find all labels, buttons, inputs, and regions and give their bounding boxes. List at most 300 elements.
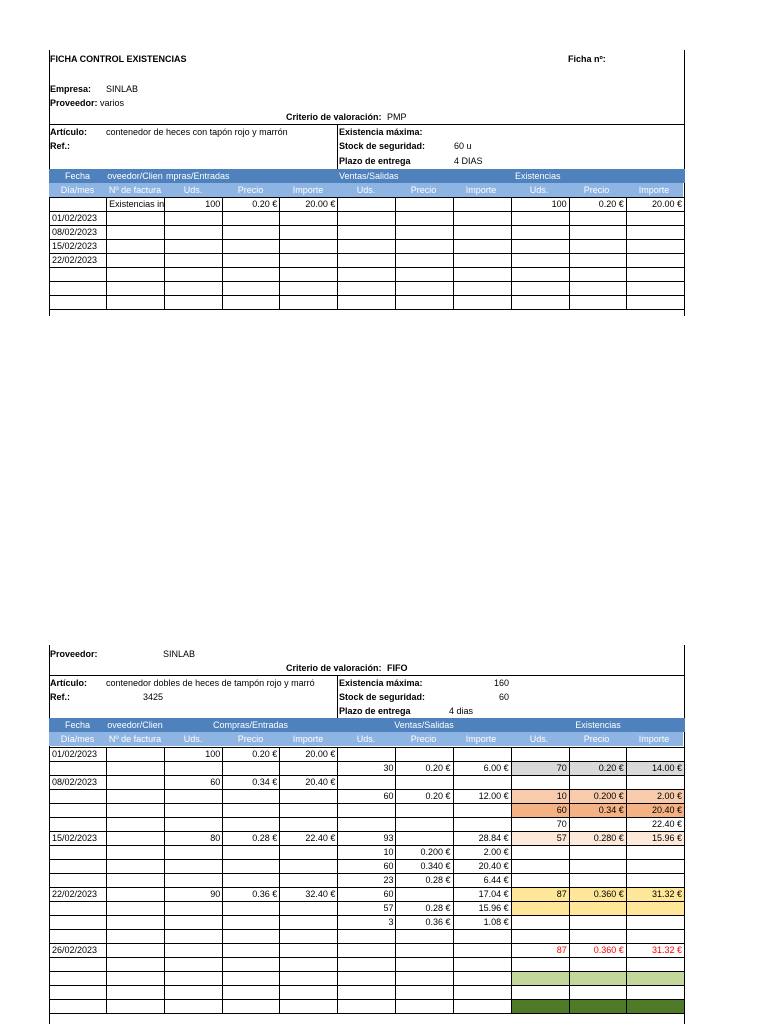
cell-ventas-uds[interactable]: 60	[338, 790, 396, 804]
cell-existencias-importe[interactable]	[626, 860, 684, 874]
cell-factura[interactable]	[107, 212, 165, 226]
header-fecha: Fecha	[49, 718, 106, 732]
cell-compras-importe[interactable]	[280, 902, 338, 916]
cell-ventas-precio[interactable]	[396, 226, 453, 240]
cell-factura[interactable]	[107, 944, 165, 958]
cell-compras-precio[interactable]	[223, 958, 280, 972]
cell-existencias-uds[interactable]: 87	[511, 888, 569, 902]
cell-ventas-precio[interactable]	[396, 972, 453, 986]
cell-fecha[interactable]	[50, 282, 107, 296]
cell-compras-precio[interactable]	[223, 254, 280, 268]
cell-compras-uds[interactable]	[165, 846, 223, 860]
cell-ventas-importe[interactable]	[453, 804, 511, 818]
cell-existencias-precio[interactable]	[569, 212, 626, 226]
cell-existencias-precio[interactable]: 0.280 €	[569, 832, 626, 846]
cell-compras-importe[interactable]	[280, 268, 338, 282]
cell-fecha[interactable]	[50, 1000, 107, 1014]
cell-compras-precio[interactable]: 0.20 €	[223, 198, 280, 212]
cell-existencias-importe[interactable]	[626, 240, 684, 254]
cell-factura[interactable]	[107, 972, 165, 986]
cell-ventas-precio[interactable]	[396, 296, 453, 310]
cell-existencias-uds[interactable]	[511, 860, 569, 874]
cell-existencias-importe[interactable]: 2.00 €	[626, 790, 684, 804]
cell-factura[interactable]	[107, 804, 165, 818]
cell-fecha[interactable]	[50, 762, 107, 776]
cell-ventas-uds[interactable]	[338, 930, 396, 944]
cell-compras-uds[interactable]	[165, 226, 223, 240]
cell-existencias-precio[interactable]	[569, 240, 626, 254]
cell-existencias-importe[interactable]	[626, 986, 684, 1000]
cell-ventas-precio[interactable]	[396, 818, 453, 832]
cell-compras-precio[interactable]: 0.36 €	[223, 888, 280, 902]
cell-existencias-uds[interactable]: 57	[511, 832, 569, 846]
cell-compras-uds[interactable]: 60	[165, 776, 223, 790]
cell-fecha[interactable]: 22/02/2023	[50, 254, 107, 268]
cell-ventas-uds[interactable]	[338, 972, 396, 986]
cell-ventas-importe[interactable]	[453, 944, 511, 958]
cell-compras-precio[interactable]	[223, 902, 280, 916]
cell-ventas-importe[interactable]	[453, 282, 511, 296]
cell-existencias-precio[interactable]: 0.34 €	[569, 804, 626, 818]
cell-compras-importe[interactable]	[280, 790, 338, 804]
cell-ventas-precio[interactable]: 0.36 €	[396, 916, 453, 930]
cell-fecha[interactable]	[50, 902, 107, 916]
cell-ventas-uds[interactable]: 10	[338, 846, 396, 860]
cell-existencias-uds[interactable]	[511, 748, 569, 762]
cell-ventas-precio[interactable]: 0.340 €	[396, 860, 453, 874]
cell-existencias-uds[interactable]	[511, 1000, 569, 1014]
cell-compras-importe[interactable]	[280, 958, 338, 972]
cell-ventas-uds[interactable]: 93	[338, 832, 396, 846]
cell-ventas-precio[interactable]	[396, 958, 453, 972]
cell-existencias-importe[interactable]	[626, 902, 684, 916]
cell-fecha[interactable]	[50, 818, 107, 832]
cell-fecha[interactable]: 01/02/2023	[50, 212, 107, 226]
cell-factura[interactable]	[107, 860, 165, 874]
cell-ventas-importe[interactable]	[453, 1000, 511, 1014]
cell-existencias-precio[interactable]	[569, 818, 626, 832]
cell-existencias-precio[interactable]	[569, 860, 626, 874]
cell-existencias-uds[interactable]	[511, 972, 569, 986]
cell-compras-uds[interactable]	[165, 254, 223, 268]
subheader-existencias-uds: Uds.	[510, 732, 568, 746]
cell-compras-uds[interactable]	[165, 902, 223, 916]
cell-existencias-importe[interactable]	[626, 212, 684, 226]
cell-compras-importe[interactable]	[280, 986, 338, 1000]
cell-factura[interactable]	[107, 254, 165, 268]
cell-compras-importe[interactable]	[280, 818, 338, 832]
cell-compras-uds[interactable]	[165, 930, 223, 944]
cell-ventas-uds[interactable]	[338, 1000, 396, 1014]
cell-compras-importe[interactable]	[280, 762, 338, 776]
cell-existencias-precio[interactable]	[569, 986, 626, 1000]
cell-compras-uds[interactable]	[165, 986, 223, 1000]
cell-fecha[interactable]: 15/02/2023	[50, 832, 107, 846]
cell-existencias-uds[interactable]	[511, 226, 569, 240]
cell-fecha[interactable]	[50, 972, 107, 986]
cell-compras-importe[interactable]: 32.40 €	[280, 888, 338, 902]
cell-compras-uds[interactable]	[165, 972, 223, 986]
cell-compras-uds[interactable]	[165, 268, 223, 282]
cell-existencias-precio[interactable]: 0.200 €	[569, 790, 626, 804]
cell-ventas-uds[interactable]	[338, 958, 396, 972]
cell-ventas-precio[interactable]: 0.20 €	[396, 762, 453, 776]
cell-factura[interactable]	[107, 930, 165, 944]
cell-compras-importe[interactable]	[280, 846, 338, 860]
cell-existencias-precio[interactable]: 0.360 €	[569, 944, 626, 958]
cell-fecha[interactable]	[50, 916, 107, 930]
cell-compras-uds[interactable]	[165, 804, 223, 818]
cell-fecha[interactable]: 15/02/2023	[50, 240, 107, 254]
cell-ventas-precio[interactable]	[396, 944, 453, 958]
cell-ventas-uds[interactable]	[338, 254, 396, 268]
cell-compras-uds[interactable]	[165, 790, 223, 804]
cell-fecha[interactable]	[50, 986, 107, 1000]
cell-existencias-importe[interactable]	[626, 846, 684, 860]
cell-ventas-precio[interactable]: 0.200 €	[396, 846, 453, 860]
cell-existencias-uds[interactable]	[511, 776, 569, 790]
cell-compras-uds[interactable]: 100	[165, 748, 223, 762]
cell-fecha[interactable]: 08/02/2023	[50, 776, 107, 790]
cell-ventas-uds[interactable]	[338, 944, 396, 958]
cell-existencias-importe[interactable]	[626, 1000, 684, 1014]
cell-factura[interactable]: Existencias in	[107, 198, 165, 212]
cell-existencias-uds[interactable]	[511, 874, 569, 888]
cell-factura[interactable]	[107, 1000, 165, 1014]
cell-ventas-importe[interactable]: 28.84 €	[453, 832, 511, 846]
cell-compras-uds[interactable]	[165, 212, 223, 226]
cell-existencias-precio[interactable]	[569, 846, 626, 860]
cell-compras-uds[interactable]: 80	[165, 832, 223, 846]
cell-existencias-precio[interactable]	[569, 916, 626, 930]
cell-ventas-importe[interactable]	[453, 776, 511, 790]
cell-existencias-uds[interactable]	[511, 930, 569, 944]
cell-fecha[interactable]: 26/02/2023	[50, 944, 107, 958]
cell-compras-precio[interactable]	[223, 986, 280, 1000]
cell-existencias-precio[interactable]: 0.20 €	[569, 762, 626, 776]
cell-compras-uds[interactable]: 100	[165, 198, 223, 212]
cell-existencias-precio[interactable]	[569, 748, 626, 762]
cell-compras-importe[interactable]	[280, 874, 338, 888]
cell-ventas-precio[interactable]: 0.28 €	[396, 902, 453, 916]
cell-ventas-uds[interactable]	[338, 804, 396, 818]
cell-compras-precio[interactable]	[223, 226, 280, 240]
cell-compras-importe[interactable]	[280, 1000, 338, 1014]
cell-compras-uds[interactable]	[165, 818, 223, 832]
cell-compras-importe[interactable]: 20.40 €	[280, 776, 338, 790]
cell-ventas-precio[interactable]	[396, 832, 453, 846]
cell-compras-uds[interactable]	[165, 1000, 223, 1014]
cell-existencias-importe[interactable]: 22.40 €	[626, 818, 684, 832]
cell-ventas-importe[interactable]: 6.00 €	[453, 762, 511, 776]
cell-compras-precio[interactable]	[223, 860, 280, 874]
cell-compras-precio[interactable]: 0.28 €	[223, 832, 280, 846]
cell-ventas-importe[interactable]	[453, 972, 511, 986]
cell-fecha[interactable]	[50, 860, 107, 874]
cell-ventas-importe[interactable]: 12.00 €	[453, 790, 511, 804]
cell-existencias-importe[interactable]	[626, 268, 684, 282]
cell-existencias-importe[interactable]	[626, 916, 684, 930]
cell-existencias-precio[interactable]	[569, 268, 626, 282]
cell-compras-precio[interactable]: 0.34 €	[223, 776, 280, 790]
cell-existencias-importe[interactable]: 14.00 €	[626, 762, 684, 776]
cell-compras-uds[interactable]	[165, 240, 223, 254]
cell-ventas-precio[interactable]: 0.28 €	[396, 874, 453, 888]
cell-ventas-importe[interactable]	[453, 212, 511, 226]
cell-ventas-precio[interactable]	[396, 282, 453, 296]
cell-compras-importe[interactable]	[280, 944, 338, 958]
cell-ventas-uds[interactable]	[338, 986, 396, 1000]
cell-ventas-uds[interactable]: 23	[338, 874, 396, 888]
cell-ventas-precio[interactable]	[396, 198, 453, 212]
cell-fecha[interactable]	[50, 198, 107, 212]
cell-fecha[interactable]	[50, 804, 107, 818]
cell-compras-importe[interactable]	[280, 226, 338, 240]
cell-factura[interactable]	[107, 902, 165, 916]
cell-ventas-importe[interactable]: 2.00 €	[453, 846, 511, 860]
cell-existencias-importe[interactable]	[626, 748, 684, 762]
cell-compras-precio[interactable]	[223, 944, 280, 958]
cell-compras-uds[interactable]	[165, 296, 223, 310]
cell-fecha[interactable]	[50, 846, 107, 860]
cell-factura[interactable]	[107, 226, 165, 240]
cell-ventas-importe[interactable]	[453, 958, 511, 972]
cell-existencias-importe[interactable]	[626, 930, 684, 944]
cell-factura[interactable]	[107, 268, 165, 282]
cell-existencias-uds[interactable]	[511, 916, 569, 930]
cell-ventas-importe[interactable]	[453, 198, 511, 212]
cell-ventas-precio[interactable]: 0.20 €	[396, 790, 453, 804]
cell-existencias-precio[interactable]	[569, 226, 626, 240]
cell-factura[interactable]	[107, 846, 165, 860]
cell-existencias-precio[interactable]: 0.360 €	[569, 888, 626, 902]
cell-ventas-importe[interactable]	[453, 818, 511, 832]
cell-existencias-uds[interactable]: 10	[511, 790, 569, 804]
cell-compras-precio[interactable]	[223, 846, 280, 860]
cell-compras-importe[interactable]: 20.00 €	[280, 748, 338, 762]
cell-ventas-importe[interactable]	[453, 268, 511, 282]
cell-existencias-precio[interactable]	[569, 874, 626, 888]
cell-compras-precio[interactable]	[223, 818, 280, 832]
cell-fecha[interactable]	[50, 268, 107, 282]
cell-fecha[interactable]	[50, 930, 107, 944]
cell-factura[interactable]	[107, 888, 165, 902]
cell-fecha[interactable]	[50, 874, 107, 888]
cell-compras-precio[interactable]	[223, 240, 280, 254]
cell-ventas-importe[interactable]: 20.40 €	[453, 860, 511, 874]
cell-existencias-importe[interactable]	[626, 226, 684, 240]
cell-ventas-importe[interactable]	[453, 296, 511, 310]
cell-ventas-importe[interactable]: 17.04 €	[453, 888, 511, 902]
cell-compras-precio[interactable]	[223, 282, 280, 296]
cell-existencias-uds[interactable]	[511, 212, 569, 226]
cell-factura[interactable]	[107, 240, 165, 254]
cell-existencias-uds[interactable]	[511, 240, 569, 254]
cell-ventas-precio[interactable]	[396, 212, 453, 226]
cell-factura[interactable]	[107, 832, 165, 846]
cell-fecha[interactable]: 22/02/2023	[50, 888, 107, 902]
cell-ventas-precio[interactable]	[396, 776, 453, 790]
cell-existencias-uds[interactable]: 70	[511, 762, 569, 776]
cell-existencias-importe[interactable]: 31.32 €	[626, 944, 684, 958]
cell-fecha[interactable]	[50, 790, 107, 804]
cell-ventas-precio[interactable]	[396, 240, 453, 254]
cell-existencias-uds[interactable]: 87	[511, 944, 569, 958]
cell-compras-importe[interactable]: 22.40 €	[280, 832, 338, 846]
cell-compras-uds[interactable]: 90	[165, 888, 223, 902]
cell-ventas-uds[interactable]: 60	[338, 888, 396, 902]
cell-existencias-uds[interactable]	[511, 846, 569, 860]
cell-factura[interactable]	[107, 958, 165, 972]
cell-compras-importe[interactable]	[280, 254, 338, 268]
cell-compras-importe[interactable]	[280, 240, 338, 254]
cell-existencias-importe[interactable]: 20.40 €	[626, 804, 684, 818]
cell-ventas-uds[interactable]	[338, 240, 396, 254]
cell-ventas-uds[interactable]	[338, 776, 396, 790]
cell-ventas-uds[interactable]: 30	[338, 762, 396, 776]
cell-ventas-precio[interactable]	[396, 748, 453, 762]
cell-factura[interactable]	[107, 986, 165, 1000]
cell-ventas-uds[interactable]	[338, 282, 396, 296]
cell-ventas-precio[interactable]	[396, 268, 453, 282]
cell-factura[interactable]	[107, 874, 165, 888]
cell-ventas-uds[interactable]	[338, 296, 396, 310]
cell-compras-precio[interactable]	[223, 804, 280, 818]
cell-ventas-importe[interactable]	[453, 748, 511, 762]
cell-existencias-precio[interactable]	[569, 958, 626, 972]
cell-existencias-precio[interactable]	[569, 296, 626, 310]
cell-ventas-uds[interactable]	[338, 748, 396, 762]
cell-compras-precio[interactable]	[223, 762, 280, 776]
cell-compras-precio[interactable]	[223, 268, 280, 282]
cell-ventas-importe[interactable]	[453, 254, 511, 268]
cell-existencias-precio[interactable]	[569, 254, 626, 268]
cell-compras-precio[interactable]	[223, 930, 280, 944]
cell-ventas-precio[interactable]	[396, 804, 453, 818]
cell-compras-uds[interactable]	[165, 958, 223, 972]
cell-factura[interactable]	[107, 776, 165, 790]
cell-compras-uds[interactable]	[165, 944, 223, 958]
cell-ventas-uds[interactable]: 57	[338, 902, 396, 916]
cell-ventas-precio[interactable]	[396, 986, 453, 1000]
cell-compras-importe[interactable]	[280, 860, 338, 874]
cell-existencias-importe[interactable]	[626, 296, 684, 310]
cell-existencias-importe[interactable]	[626, 874, 684, 888]
cell-existencias-precio[interactable]	[569, 930, 626, 944]
cell-ventas-precio[interactable]	[396, 888, 453, 902]
cell-existencias-uds[interactable]	[511, 282, 569, 296]
cell-factura[interactable]	[107, 762, 165, 776]
cell-ventas-uds[interactable]	[338, 212, 396, 226]
cell-fecha[interactable]	[50, 958, 107, 972]
cell-existencias-importe[interactable]	[626, 972, 684, 986]
cell-existencias-uds[interactable]: 70	[511, 818, 569, 832]
cell-existencias-uds[interactable]	[511, 296, 569, 310]
cell-compras-precio[interactable]	[223, 790, 280, 804]
cell-existencias-importe[interactable]: 20.00 €	[626, 198, 684, 212]
cell-factura[interactable]	[107, 296, 165, 310]
cell-compras-importe[interactable]	[280, 212, 338, 226]
cell-existencias-uds[interactable]	[511, 958, 569, 972]
cell-fecha[interactable]	[50, 296, 107, 310]
cell-existencias-precio[interactable]	[569, 282, 626, 296]
cell-existencias-precio[interactable]	[569, 776, 626, 790]
cell-factura[interactable]	[107, 818, 165, 832]
cell-compras-importe[interactable]	[280, 296, 338, 310]
cell-ventas-importe[interactable]: 6.44 €	[453, 874, 511, 888]
cell-fecha[interactable]: 01/02/2023	[50, 748, 107, 762]
cell-ventas-uds[interactable]: 60	[338, 860, 396, 874]
cell-compras-uds[interactable]	[165, 916, 223, 930]
cell-ventas-uds[interactable]	[338, 818, 396, 832]
cell-existencias-precio[interactable]	[569, 972, 626, 986]
cell-ventas-importe[interactable]	[453, 986, 511, 1000]
cell-compras-precio[interactable]	[223, 296, 280, 310]
cell-compras-precio[interactable]: 0.20 €	[223, 748, 280, 762]
cell-compras-precio[interactable]	[223, 212, 280, 226]
cell-factura[interactable]	[107, 748, 165, 762]
cell-compras-uds[interactable]	[165, 874, 223, 888]
cell-existencias-importe[interactable]: 31.32 €	[626, 888, 684, 902]
cell-compras-importe[interactable]	[280, 916, 338, 930]
cell-ventas-importe[interactable]	[453, 240, 511, 254]
cell-existencias-importe[interactable]	[626, 254, 684, 268]
cell-ventas-importe[interactable]	[453, 930, 511, 944]
cell-ventas-precio[interactable]	[396, 930, 453, 944]
cell-ventas-importe[interactable]	[453, 226, 511, 240]
cell-ventas-importe[interactable]: 15.96 €	[453, 902, 511, 916]
cell-existencias-precio[interactable]: 0.20 €	[569, 198, 626, 212]
cell-ventas-uds[interactable]	[338, 226, 396, 240]
table-row	[50, 944, 685, 958]
cell-factura[interactable]	[107, 282, 165, 296]
cell-compras-precio[interactable]	[223, 874, 280, 888]
cell-existencias-uds[interactable]	[511, 902, 569, 916]
cell-fecha[interactable]: 08/02/2023	[50, 226, 107, 240]
cell-compras-uds[interactable]	[165, 860, 223, 874]
cell-existencias-uds[interactable]	[511, 986, 569, 1000]
cell-compras-importe[interactable]	[280, 972, 338, 986]
cell-existencias-importe[interactable]	[626, 958, 684, 972]
cell-compras-importe[interactable]: 20.00 €	[280, 198, 338, 212]
cell-existencias-precio[interactable]	[569, 1000, 626, 1014]
cell-existencias-precio[interactable]	[569, 902, 626, 916]
cell-existencias-uds[interactable]: 60	[511, 804, 569, 818]
cell-ventas-precio[interactable]	[396, 1000, 453, 1014]
cell-factura[interactable]	[107, 916, 165, 930]
cell-compras-uds[interactable]	[165, 762, 223, 776]
cell-existencias-importe[interactable]	[626, 776, 684, 790]
cell-compras-precio[interactable]	[223, 916, 280, 930]
cell-existencias-importe[interactable]: 15.96 €	[626, 832, 684, 846]
cell-ventas-precio[interactable]	[396, 254, 453, 268]
cell-ventas-importe[interactable]: 1.08 €	[453, 916, 511, 930]
cell-compras-precio[interactable]	[223, 1000, 280, 1014]
cell-existencias-uds[interactable]	[511, 268, 569, 282]
cell-existencias-uds[interactable]: 100	[511, 198, 569, 212]
cell-factura[interactable]	[107, 790, 165, 804]
cell-compras-importe[interactable]	[280, 930, 338, 944]
cell-ventas-uds[interactable]: 3	[338, 916, 396, 930]
cell-compras-importe[interactable]	[280, 282, 338, 296]
cell-ventas-uds[interactable]	[338, 268, 396, 282]
cell-compras-uds[interactable]	[165, 282, 223, 296]
cell-compras-precio[interactable]	[223, 972, 280, 986]
cell-ventas-uds[interactable]	[338, 198, 396, 212]
cell-compras-importe[interactable]	[280, 804, 338, 818]
cell-existencias-uds[interactable]	[511, 254, 569, 268]
cell-existencias-importe[interactable]	[626, 282, 684, 296]
